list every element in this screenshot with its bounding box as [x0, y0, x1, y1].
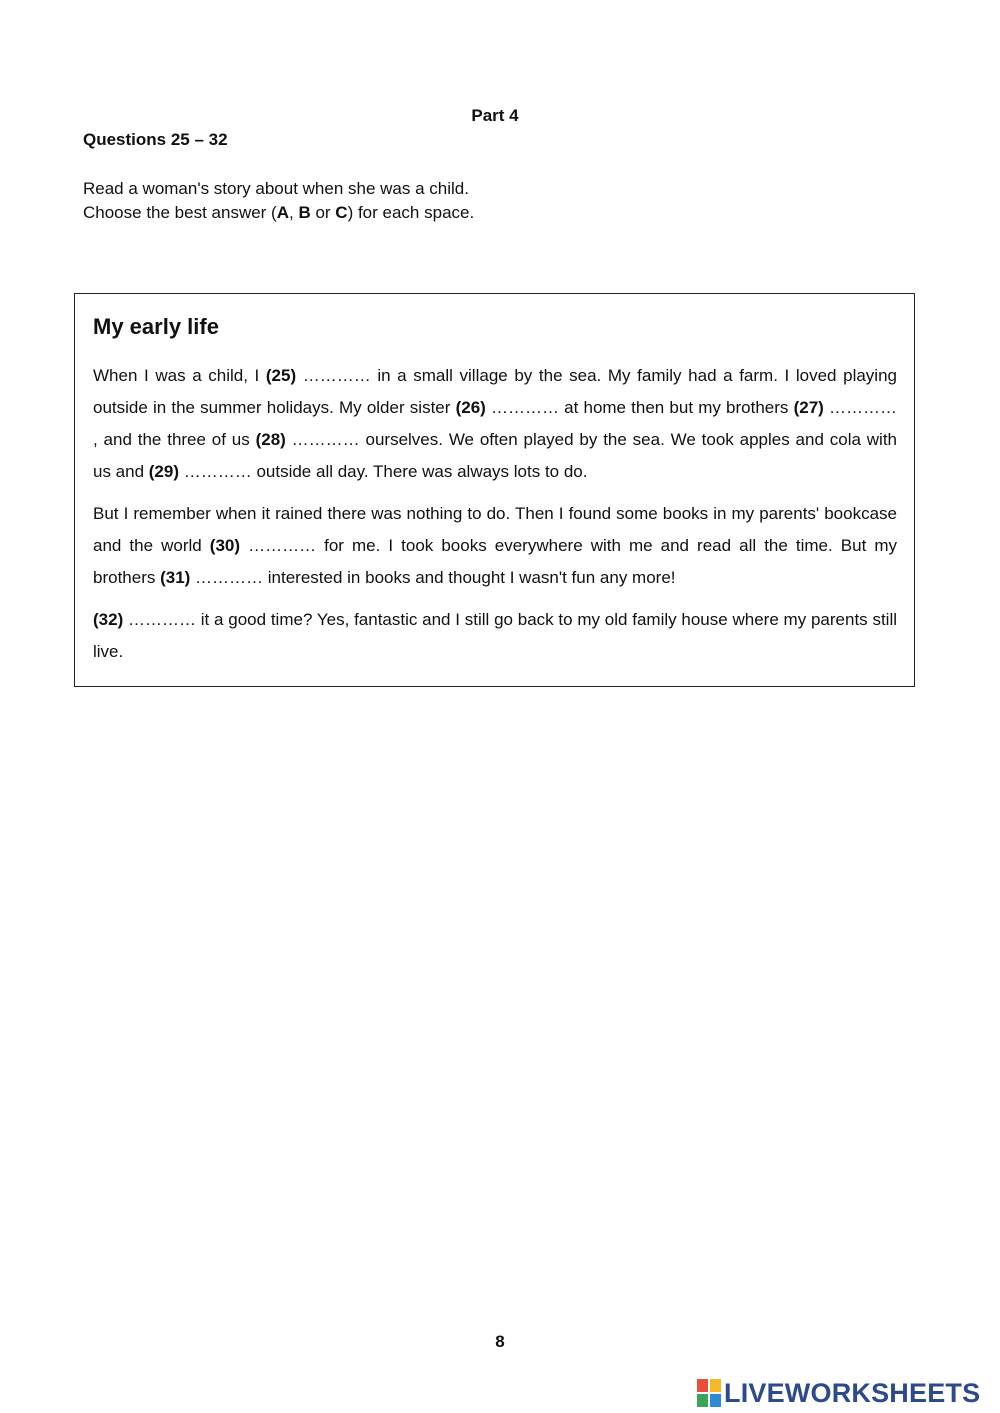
question-number: (28)	[255, 430, 286, 449]
logo-tile	[697, 1394, 708, 1407]
instruction-line-2: Choose the best answer (A, B or C) for each space.	[83, 203, 475, 222]
option-b: B	[298, 203, 311, 222]
logo-tile	[697, 1379, 708, 1392]
instructions	[83, 177, 474, 225]
story-text: ………… it a good time? Yes, fantastic and I still go back to my old family house where my parents still live.	[93, 610, 897, 661]
story-text: ………… interested in books and thought I wasn't fun any more!	[190, 568, 676, 587]
part-title: Part 4	[471, 106, 519, 125]
logo-tile	[710, 1379, 721, 1392]
option-c: C	[335, 203, 348, 222]
option-a: A	[276, 203, 289, 222]
question-number: (30)	[209, 536, 241, 555]
logo-tiles-icon	[697, 1379, 721, 1407]
page-number: 8	[495, 1332, 505, 1351]
story-paragraph	[93, 360, 897, 488]
question-number: (26)	[455, 398, 486, 417]
story-title: My early life	[93, 314, 219, 339]
story-text: ………… outside all day. There was always lots to do.	[179, 462, 588, 481]
story-text: ………… ourselves. We often played by the sea. We took apples and cola with us and	[93, 430, 897, 481]
story-text: ………… for me. I took books everywhere with me and read all the time. But my brothers	[93, 536, 897, 587]
liveworksheets-logo	[697, 1378, 980, 1408]
story-text: When I was a child, I	[93, 366, 266, 385]
story-paragraph	[93, 498, 897, 594]
story-text: But I remember when it rained there was nothing to do. Then I found some books in my parents' bookcase and the world	[93, 504, 897, 555]
questions-range: Questions 25 – 32	[83, 130, 228, 149]
logo-text: LIVEWORKSHEETS	[724, 1377, 981, 1408]
question-number: (25)	[265, 366, 297, 385]
logo-tile	[710, 1394, 721, 1407]
story-text: ………… , and the three of us	[93, 398, 897, 449]
story-body	[93, 360, 897, 678]
question-number: (32)	[93, 610, 124, 629]
story-paragraph	[93, 604, 897, 668]
question-number: (31)	[160, 568, 191, 587]
story-text: ………… in a small village by the sea. My family had a farm. I loved playing outside in the summer holidays. My older sister	[93, 366, 897, 417]
instruction-line-1: Read a woman's story about when she was a child.	[83, 179, 469, 198]
question-number: (27)	[793, 398, 824, 417]
story-text: ………… at home then but my brothers	[485, 398, 794, 417]
question-number: (29)	[148, 462, 179, 481]
